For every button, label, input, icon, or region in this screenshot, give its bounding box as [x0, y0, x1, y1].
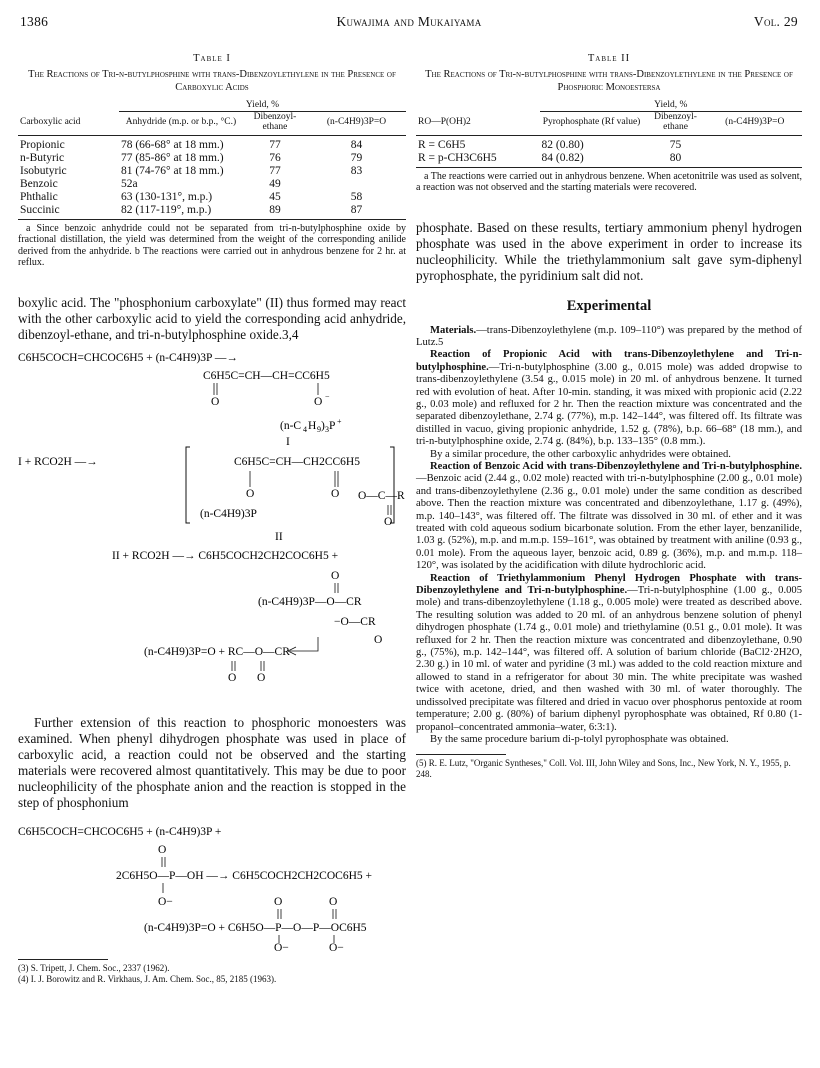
table1-cell: Propionic — [20, 138, 65, 151]
experiment-2-paragraph — [416, 461, 802, 573]
svg-text:O: O — [257, 671, 266, 684]
svg-text:O: O — [246, 487, 255, 500]
table1 — [18, 100, 406, 217]
table1-cell: 77 (85-86° at 18 mm.) — [120, 151, 224, 164]
table2-footnote: a The reactions were carried out in anhydrous benzene. When acetonitrile was used as solvent, a reaction was not observed and the starting materials were recovered. — [416, 170, 802, 193]
table1-row — [18, 135, 406, 152]
table2-cell: R = p-CH3C6H5 — [418, 151, 497, 164]
experiment-3-text: —Tri-n-butylphosphine (1.00 g., 0.005 mole) and trans-dibenzoylethylene (1.18 g., 0.005 mole) were treated as described above. The resulting solution was added to 20 ml. of an anhydrous benzene solution of phenyl dihydrogen phosphate (1.74 g., 0.01 mole) and triethylamine (0.51 g., 0.01 mole). It was refluxed for 2 hr. Then the reaction mixture was concentrated and dibenzoylethane, 0.90 g., (75%), m.p. 142–144°, was filtered off. A solution of barium chloride (BaCl2·2H2O, 2.30 g.) in 10 ml. of water and pyridine (3 ml.) was added to the cold reaction mixture and allowed to stand in a refrigerator for about 30 min. The white precipitate was washed twice with acetone, dried, and then washed with 30 ml. of water thoroughly. The undissolved precipitate was filtered and dried in vacuo over phosphorus pentoxide at room temperature; 2.00 g. (80%) of barium diphenyl pyrophosphate was obtained, Rf 0.80 (1-propanol–concentrated ammonia–water, 6:3:1). — [416, 585, 802, 733]
running-head-title: Kuwajima and Mukaiyama — [336, 14, 482, 29]
svg-text:P: P — [329, 419, 336, 432]
table2-cell — [708, 135, 802, 152]
left-references — [18, 963, 406, 985]
experiment-1b-paragraph: By a similar procedure, the other carboxylic anhydrides were obtained. — [430, 448, 731, 460]
right-paragraph-1: phosphate. Based on these results, tertiary ammonium phenyl hydrogen phosphate was used in the above experiment in order to increase its nucleophilicity. While the triethylammonium salt gave sym-diphenyl pyrophosphate, the pyridinium salt did not. — [416, 219, 802, 283]
reference: (3) S. Tripett, J. Chem. Soc., 2337 (1962). — [18, 962, 170, 973]
experiment-1-heading: Reaction of Propionic Acid with trans-Dibenzoylethylene and Tri-n-butylphosphine. — [416, 349, 802, 373]
table1-number: Table I — [193, 53, 231, 64]
svg-text:O: O — [331, 569, 340, 582]
svg-text:−O—CR: −O—CR — [334, 615, 376, 628]
scheme1-line1: C6H5COCH=CHCOC6H5 + (n-C4H9)3P —→ — [18, 351, 238, 364]
table2-caption: The Reactions of Tri-n-butylphosphine with trans-Dibenzoylethylene in the Presence of Phosphoric Monoestersa — [425, 69, 793, 93]
svg-text:+: + — [337, 416, 342, 426]
table2-header: Dibenzoyl-ethane — [644, 111, 708, 135]
table1-cell: 87 — [350, 203, 363, 216]
table2-cell: 82 (0.80) — [541, 138, 584, 151]
svg-text:9: 9 — [317, 424, 321, 434]
scheme1-line2: C6H5C=CH—CH=CC6H5 — [203, 369, 330, 382]
table1-yield-row — [18, 100, 406, 111]
table2-caption-block — [416, 52, 802, 94]
svg-text:O: O — [384, 515, 393, 528]
table1-header: Anhydride (m.p. or b.p., °C.) — [119, 111, 243, 135]
experiment-1-text: —Tri-n-butylphosphine (3.00 g., 0.015 mole) was added dropwise to trans-dibenzoylethylene (3.54 g., 0.015 mole) in 20 ml. of anhydrous benzene. It turned red with evolution of heat. After 10-min. standing, it was mixed with propionic acid (2.22 g., 0.03 mole) and refluxed for 2 hr. Then the reaction mixture was concentrated and the separated dibenzoylethane, 2.74 g. (77%), m.p. 142–144°, was filtered off. Its filtrate was distilled in vacuo, giving propionic anhydride, 1.52 g. (78%), b.p. 66–68° (18 mm.), and tri-n-butylphosphine oxide, 2.74 g. (84%), b.p. 133–135° (0.8 mm.). — [416, 361, 802, 448]
table1-row — [18, 165, 406, 178]
svg-text:−: − — [325, 391, 330, 401]
svg-text:O: O — [329, 895, 338, 908]
experimental-heading: Experimental — [566, 297, 652, 314]
table1-row — [18, 152, 406, 165]
svg-text:O: O — [331, 487, 340, 500]
experiment-3b-paragraph: By the same procedure barium di-p-tolyl pyrophosphate was obtained. — [430, 733, 729, 745]
running-header — [20, 14, 798, 36]
right-column — [416, 52, 802, 780]
table1-cell: 45 — [269, 190, 281, 203]
volume-label: Vol. 29 — [753, 14, 798, 29]
svg-text:O: O — [274, 895, 283, 908]
svg-text:4: 4 — [303, 424, 307, 434]
experiment-3-heading: Reaction of Triethylammonium Phenyl Hydrogen Phosphate with trans-Dibenzoylethylene and Tri-n-butylphosphine. — [416, 572, 802, 597]
table1-row — [18, 204, 406, 217]
experiment-2-heading: Reaction of Benzoic Acid with trans-Dibenzoylethylene and Tri-n-butylphosphine. — [430, 460, 802, 472]
table1-row — [18, 191, 406, 204]
table2-yield-row — [416, 100, 802, 111]
table1-header: (n-C4H9)3P=O — [307, 111, 406, 135]
table1-footnote: a Since benzoic anhydride could not be separated from tri-n-butylphosphine oxide by fractional distillation, the yield was determined from the weight of the corresponding anilide derived from the anhydride. b The reactions were carried out in anhydrous benzene for 2 hr. at reflux. — [18, 222, 406, 268]
scheme-label-I: I — [286, 435, 290, 448]
svg-text:3: 3 — [325, 424, 329, 434]
table1-cell: 78 (66-68° at 18 mm.) — [120, 138, 224, 151]
left-paragraph-2: Further extension of this reaction to phosphoric monoesters was examined. When phenyl dihydrogen phosphate was used in place of carboxylic acid, a reaction could not be observed and the starting materials were recovered almost quantitatively. This may be due to poor nucleophilicity of the phosphate anion and the reaction is stopped in the step of phosphonium — [18, 714, 406, 810]
table2 — [416, 100, 802, 165]
table2-cell — [708, 152, 802, 165]
table1-cell: Succinic — [20, 203, 60, 216]
table1-cell: 82 (117-119°, m.p.) — [120, 203, 212, 216]
table1-yield-label: Yield, % — [119, 100, 406, 111]
table1-cell: 81 (74-76° at 18 mm.) — [120, 164, 224, 177]
left-column — [18, 52, 406, 985]
scheme3-bottom: (n-C4H9)3P=O + RC—O—CR — [144, 645, 290, 658]
page-number: 1386 — [20, 14, 49, 29]
svg-text:(n-C: (n-C — [280, 419, 302, 432]
scheme4-line1: C6H5COCH=CHCOC6H5 + (n-C4H9)3P + — [18, 825, 222, 838]
footnote-rule — [18, 959, 108, 960]
table2-header: (n-C4H9)3P=O — [708, 111, 802, 135]
table1-caption-block — [18, 52, 406, 94]
scheme3-left: II + RCO2H —→ C6H5COCH2CH2COC6H5 + — [112, 549, 339, 562]
svg-text:O−: O− — [274, 941, 289, 951]
svg-text:O−: O− — [158, 895, 173, 908]
table1-cell: Benzoic — [20, 177, 58, 190]
table2-row — [416, 152, 802, 165]
reaction-scheme-2 — [18, 821, 406, 951]
table1-cell: 89 — [269, 203, 281, 216]
svg-text:(n-C4H9)3P—O—CR: (n-C4H9)3P—O—CR — [258, 595, 362, 608]
svg-text:O: O — [228, 671, 237, 684]
table2-yield-label: Yield, % — [540, 100, 802, 111]
table2-cell: R = C6H5 — [418, 138, 466, 151]
svg-text:H: H — [308, 419, 317, 432]
scheme4-line3: (n-C4H9)3P=O + C6H5O—P—O—P—OC6H5 — [144, 921, 367, 934]
table1-header: Carboxylic acid — [18, 111, 119, 135]
table1-cell: 84 — [350, 138, 363, 151]
svg-text:O−: O− — [329, 941, 344, 951]
footnote-rule — [416, 754, 506, 755]
svg-text:O: O — [374, 633, 383, 646]
table1-cell — [307, 178, 406, 191]
table1-cell: 77 — [269, 164, 281, 177]
table1-cell: 58 — [350, 190, 363, 203]
svg-text:O: O — [158, 843, 167, 856]
table1-cell: 79 — [350, 151, 363, 164]
svg-text:C6H5C=CH—CH2CC6H5: C6H5C=CH—CH2CC6H5 — [234, 455, 360, 468]
table1-row — [18, 178, 406, 191]
table1-cell: n-Butyric — [20, 151, 65, 164]
table1-cell: 52a — [120, 177, 138, 190]
svg-text:O: O — [211, 395, 220, 408]
table1-caption: The Reactions of Tri-n-butylphosphine with trans-Dibenzoylethylene in the Presence of Carboxylic Acids — [28, 69, 396, 93]
table1-cell: Isobutyric — [20, 164, 67, 177]
table2-row — [416, 135, 802, 152]
reference: (5) R. E. Lutz, "Organic Syntheses," Coll. Vol. III, John Wiley and Sons, Inc., New York, N. Y., 1955, p. 248. — [416, 758, 791, 780]
scheme-label-II: II — [275, 530, 283, 543]
table1-header-row — [18, 111, 406, 135]
table2-header: RO—P(OH)2 — [416, 111, 540, 135]
table1-header: Dibenzoyl-ethane — [243, 111, 307, 135]
table2-cell: 84 (0.82) — [541, 151, 584, 164]
svg-text:O: O — [314, 395, 323, 408]
table1-cell: 76 — [269, 151, 281, 164]
experiment-2-text: —Benzoic acid (2.44 g., 0.02 mole) reacted with tri-n-butylphosphine (2.00 g., 0.01 mole) and trans-dibenzoylethylene (2.36 g., 0.01 mole) under the same condition as described above. Then the reaction mixture was concentrated and dibenzoylethane, 1.17 g. (49%), m.p. 140–143°, was filtered off. The filtrate was dissolved in 30 ml. of ether and it was treated with cold aqueous sodium bicarbonate solution. From the ether layer, benzanilide, 1.03 g. (52%), m.p. and m.m.p. 159–161°, was obtained by treatment with aniline (0.93 g., 0.01 mole). From the aqueous layer, benzoic acid, 0.89 g. (36%), m.p. and m.m.p. 118–120°, was isolated by the acidification with dilute hydrochloric acid. — [416, 473, 802, 572]
experiment-3-paragraph — [416, 573, 802, 734]
left-paragraph-1: boxylic acid. The "phosphonium carboxylate" (II) thus formed may react with the other carboxylic acid to yield the corresponding acid anhydride, dibenzoyl-ethane, and tri-n-butylphosphine oxide.3,4 — [18, 294, 406, 342]
table2-cell: 80 — [669, 151, 682, 164]
scheme2-left: I + RCO2H —→ — [18, 455, 98, 468]
table2-header: Pyrophosphate (Rf value) — [540, 111, 644, 135]
materials-text: —trans-Dibenzoylethylene (m.p. 109–110°) was prepared by the method of Lutz.5 — [416, 324, 802, 348]
svg-text:O—C—R: O—C—R — [358, 489, 405, 502]
table1-cell: 83 — [350, 164, 363, 177]
table2-header-row — [416, 111, 802, 135]
experiment-1-paragraph — [416, 349, 802, 448]
table2-cell: 75 — [669, 138, 682, 151]
scheme4-line2: 2C6H5O—P—OH —→ C6H5COCH2CH2COC6H5 + — [116, 869, 372, 882]
materials-paragraph — [416, 325, 802, 350]
reaction-scheme-1 — [18, 347, 406, 707]
reference: (4) I. J. Borowitz and R. Virkhaus, J. Am. Chem. Soc., 85, 2185 (1963). — [18, 973, 277, 984]
table1-cell: Phthalic — [20, 190, 58, 203]
table2-number: Table II — [587, 53, 631, 64]
svg-text:(n-C4H9)3P: (n-C4H9)3P — [200, 507, 257, 520]
materials-heading: Materials. — [430, 324, 477, 336]
right-references — [416, 758, 802, 780]
svg-text:): ) — [321, 419, 325, 432]
table1-cell: 63 (130-131°, m.p.) — [120, 190, 213, 203]
table1-cell: 77 — [269, 138, 281, 151]
table1-cell: 49 — [269, 177, 281, 190]
